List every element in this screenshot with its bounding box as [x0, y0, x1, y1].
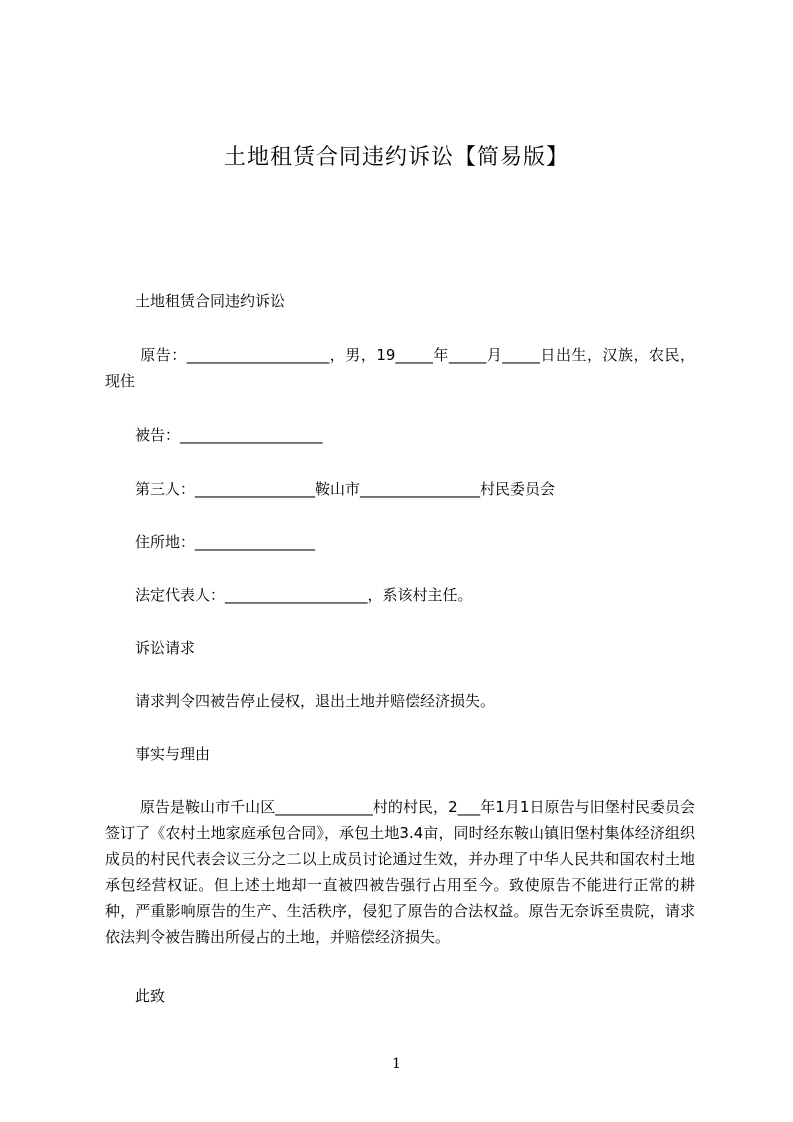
facts-heading: 事实与理由 — [135, 745, 211, 763]
document-heading: 土地租赁合同违约诉讼 — [135, 292, 286, 310]
page-number: 1 — [392, 1056, 401, 1072]
document-title: 土地租赁合同违约诉讼【简易版】 — [223, 145, 569, 170]
claims-text: 请求判令四被告停止侵权，退出土地并赔偿经济损失。 — [135, 692, 496, 710]
defendant-line: 被告：___________________ — [135, 426, 323, 444]
facts-text: 原告是鞍山市千山区_____________村的村民，2___年1月1日原告与旧堡村民委员会签订了《农村土地家庭承包合同》，承包土地3.4亩，同时经东鞍山镇旧堡村集体经济组织成员的村民代表会议三分之二以上成员讨论通过生效，并办理了中华人民共和国农村土地承包经营权证。但上述土地却一直被四被告强行占用至今。致使原告不能进行正常的耕种，严重影响原告的生产、生活秩序，侵犯了原告的合法权益。原告无奈诉至贵院，请求依法判令被告腾出所侵占的土地，并赔偿经济损失。 — [105, 798, 695, 946]
legal-representative-line: 法定代表人：___________________，系该村主任。 — [135, 586, 473, 604]
third-party-line: 第三人：________________鞍山市________________村民委员会 — [135, 480, 556, 498]
closing-text: 此致 — [135, 987, 166, 1005]
plaintiff-line: 原告：___________________，男，19_____年_____月_____日出生，汉族，农民，现住 — [105, 346, 695, 390]
claims-heading: 诉讼请求 — [135, 639, 196, 657]
address-line: 住所地：________________ — [135, 533, 316, 551]
